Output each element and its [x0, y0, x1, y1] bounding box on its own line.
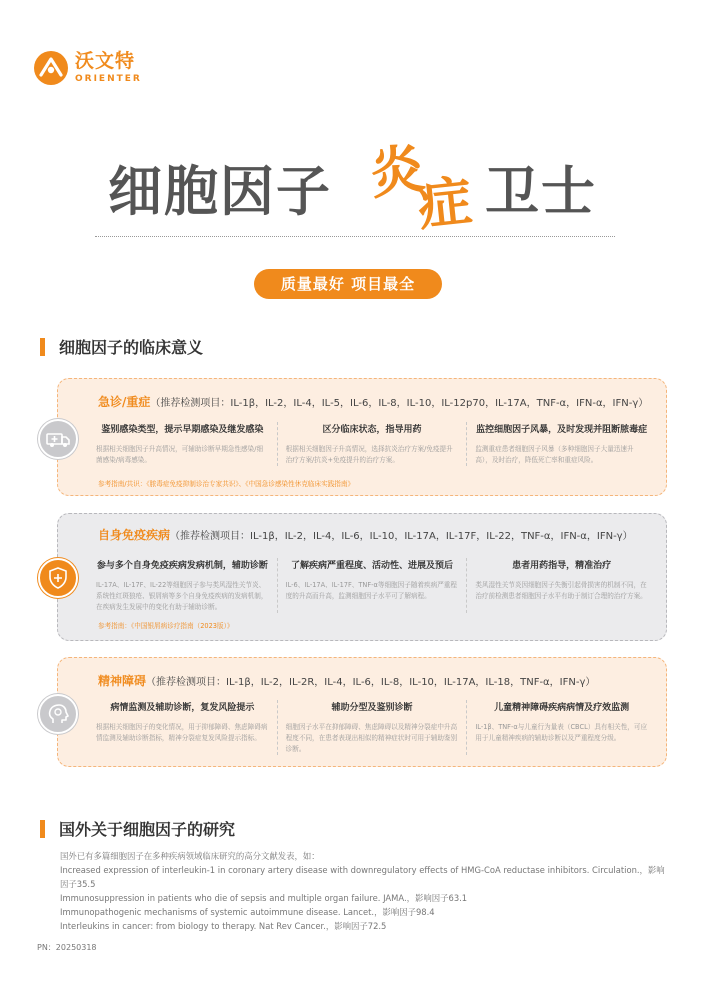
column-title: 了解疾病严重程度、活动性、进展及预后: [291, 561, 454, 571]
column: [277, 700, 467, 755]
brand-logo: [33, 50, 142, 86]
research-intro: 国外已有多篇细胞因子在多种疾病领域临床研究的高分文献发表，如：: [60, 851, 320, 861]
research-list: [60, 849, 670, 933]
column: [466, 422, 656, 466]
card-mental-name: 精神障碍: [98, 674, 147, 688]
orienter-logo-icon: [33, 50, 69, 86]
column: [88, 700, 277, 755]
slogan-badge: 质量最好 项目最全: [254, 269, 442, 299]
column: [277, 422, 467, 466]
brand-name-cn: 沃文特: [75, 50, 136, 72]
card-mental: [57, 657, 667, 767]
card-mental-items: （推荐检测项目：IL-1β，IL-2，IL-2R，IL-4，IL-6，IL-8，IL-10，IL-17A，IL-18，TNF-α，IFN-γ）: [146, 677, 596, 688]
card-emergency-ref: 参考指南/共识：《脓毒症免疫抑制诊治专家共识》、《中国急诊感染性休克临床实践指南》: [98, 480, 355, 488]
card-emergency: [57, 378, 667, 496]
column: [466, 700, 656, 755]
part-number: PN：20250318: [37, 943, 97, 952]
column-title: 患者用药指导，精准治疗: [512, 561, 612, 571]
research-section-title: 国外关于细胞因子的研究: [59, 820, 236, 839]
brand-name-en: ORIENTER: [75, 74, 142, 84]
column-title: 参与多个自身免疫疾病发病机制，辅助诊断: [96, 561, 268, 571]
clinical-section-heading: [40, 335, 203, 358]
column-title: 儿童精神障碍疾病病情及疗效监测: [494, 703, 630, 713]
column: [88, 558, 277, 613]
card-autoimmune: [57, 513, 667, 641]
clinical-section-title: 细胞因子的临床意义: [59, 338, 204, 357]
column-text: 细胞因子水平在抑郁障碍、焦虑障碍以及精神分裂症中升高程度不同，在患者表现出相似的精神症状时可用于辅助鉴别诊断。: [285, 723, 458, 753]
card-autoimmune-ref: 参考指南：《中国银屑病诊疗指南（2023版）》: [98, 622, 234, 630]
head-icon: [38, 694, 78, 734]
column-text: 根据相关细胞因子升高情况，选择抗炎治疗方案/免疫提升治疗方案/抗炎+免疫提升的治疗方案。: [285, 445, 453, 464]
research-ref: Immunopathogenic mechanisms of systemic autoimmune disease. Lancet.，影响因子98.4: [60, 907, 435, 917]
section-marker: [40, 820, 45, 838]
card-autoimmune-items: （推荐检测项目：IL-1β，IL-2，IL-4，IL-6，IL-10，IL-17A，IL-17F，IL-22，TNF-α，IFN-α，IFN-γ）: [170, 531, 633, 542]
column: [466, 558, 656, 613]
column-text: IL-6、IL-17A、IL-17F、TNF-α等细胞因子随着疾病严重程度的升高而升高，监测细胞因子水平可了解病程。: [285, 581, 457, 600]
research-ref: Interleukins in cancer: from biology to therapy. Nat Rev Cancer.，影响因子72.5: [60, 921, 387, 931]
card-emergency-columns: [88, 422, 656, 466]
column-text: 根据相关细胞因子的变化情况，用于抑郁障碍、焦虑障碍病情监测及辅助诊断指标，精神分裂症复发风险提示指标。: [96, 723, 268, 742]
column-text: IL-1β、TNF-α与儿童行为量表（CBCL）具有相关性，可应用于儿童精神疾病的辅助诊断以及严重程度分级。: [475, 723, 648, 742]
card-emergency-items: （推荐检测项目：IL-1β，IL-2，IL-4，IL-5，IL-6，IL-8，IL-10，IL-12p70，IL-17A，TNF-α，IFN-α，IFN-γ）: [150, 398, 649, 409]
card-autoimmune-name: 自身免疫疾病: [98, 528, 171, 542]
card-autoimmune-columns: [88, 558, 656, 613]
column-title: 区分临床状态，指导用药: [322, 425, 422, 435]
hero-divider: [95, 236, 615, 237]
hero-title-yan: 炎: [365, 136, 431, 207]
card-mental-columns: [88, 700, 656, 755]
card-emergency-name: 急诊/重症: [98, 395, 151, 409]
column-title: 病情监测及辅助诊断，复发风险提示: [110, 703, 255, 713]
column-text: IL-17A、IL-17F、IL-22等细胞因子参与类风湿性关节炎、系统性红斑狼疮、银屑病等多个自身免疫疾病的发病机制，在疾病发生发展中的变化有助于辅助诊断。: [96, 581, 268, 611]
hero-title-part3: 卫士: [485, 160, 597, 223]
hero-title: [100, 136, 620, 238]
ambulance-icon: [38, 419, 78, 459]
shield-plus-icon: [38, 558, 78, 598]
section-marker: [40, 338, 45, 356]
column-title: 监控细胞因子风暴，及时发现并阻断脓毒症: [476, 425, 648, 435]
column-text: 根据相关细胞因子升高情况，可辅助诊断早期急性感染/细菌感染/病毒感染。: [96, 445, 264, 464]
column-title: 辅助分型及鉴别诊断: [331, 703, 413, 713]
card-autoimmune-title: [98, 526, 633, 543]
hero-title-part1: 细胞因子: [108, 160, 332, 223]
research-ref: Increased expression of interleukin-1 in coronary artery disease with downregulatory effects of HMG-CoA reductase inhibitors. Circulation.，影响因子35.5: [60, 865, 665, 889]
column: [88, 422, 277, 466]
column: [277, 558, 467, 613]
research-section-heading: [40, 817, 235, 840]
column-title: 鉴别感染类型，提示早期感染及继发感染: [101, 425, 264, 435]
hero-title-zheng: 症: [414, 169, 478, 238]
research-ref: Immunosuppression in patients who die of sepsis and multiple organ failure. JAMA.，影响因子63.1: [60, 893, 468, 903]
column-text: 类风湿性关节炎因细胞因子失衡引起骨损害的机制不同，在治疗前检测患者细胞因子水平有助于制订合理的治疗方案。: [475, 581, 647, 600]
card-emergency-title: [98, 393, 648, 410]
card-mental-title: [98, 672, 595, 689]
column-text: 监测重症患者细胞因子风暴（多种细胞因子大量迅速升高），及时治疗，降低死亡率和重症风险。: [475, 445, 634, 464]
